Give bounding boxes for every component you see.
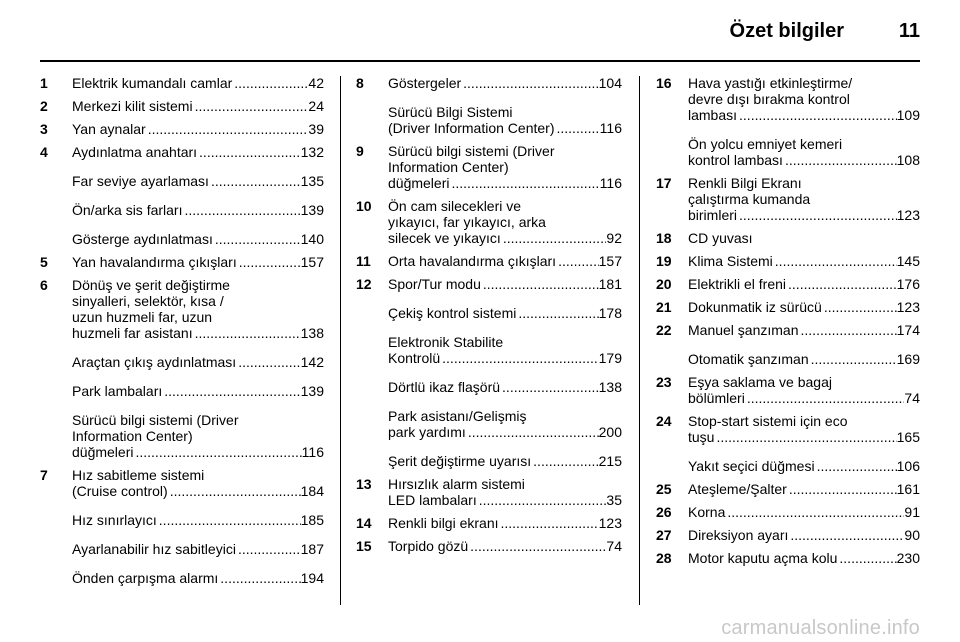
- index-entry: [40, 75, 324, 91]
- page-reference-link[interactable]: 138: [300, 325, 324, 341]
- leader-dots: [516, 305, 598, 321]
- page-reference-link[interactable]: 181: [598, 276, 622, 292]
- index-entry: [356, 104, 622, 136]
- page-reference-link[interactable]: 108: [896, 152, 920, 168]
- leader-dots: [449, 175, 599, 191]
- leader-dots: [556, 253, 599, 269]
- entry-text: kontrol lambası: [688, 152, 783, 168]
- page-reference-link[interactable]: 123: [598, 515, 622, 531]
- index-entry: [656, 175, 920, 223]
- page-reference-link[interactable]: 42: [308, 75, 324, 91]
- page-reference-link[interactable]: 215: [598, 453, 622, 469]
- index-entry: [40, 202, 324, 218]
- item-number: 23: [656, 374, 672, 390]
- index-entry: [656, 504, 920, 520]
- item-number: 19: [656, 253, 672, 269]
- entry-text: Şerit değiştirme uyarısı: [388, 453, 532, 469]
- entry-text: Klima Sistemi: [688, 253, 773, 269]
- item-number: 24: [656, 413, 672, 429]
- page-reference-link[interactable]: 138: [598, 379, 622, 395]
- leader-dots: [440, 350, 598, 366]
- index-entry: [356, 515, 622, 531]
- page-reference-link[interactable]: 230: [896, 550, 920, 566]
- index-entry: [656, 374, 920, 406]
- item-number: 22: [656, 322, 672, 338]
- index-entry: [40, 98, 324, 114]
- index-entry: [656, 458, 920, 474]
- page-reference-link[interactable]: 90: [904, 527, 920, 543]
- entry-text: Park lambaları: [72, 383, 163, 399]
- entry-text: Hız sabitleme sistemi: [72, 467, 205, 483]
- leader-dots: [773, 253, 897, 269]
- item-number: 4: [40, 144, 48, 160]
- index-entry: [356, 538, 622, 554]
- page-reference-link[interactable]: 194: [300, 570, 324, 586]
- entry-text: Spor/Tur modu: [388, 276, 481, 292]
- leader-dots: [466, 424, 599, 440]
- entry-text: Eşya saklama ve bagaj: [688, 374, 832, 390]
- leader-dots: [162, 383, 300, 399]
- entry-text: Kontrolü: [388, 350, 441, 366]
- page-reference-link[interactable]: 184: [300, 483, 324, 499]
- page-reference-link[interactable]: 24: [308, 98, 324, 114]
- item-number: 21: [656, 299, 672, 315]
- entry-text: Far seviye ayarlaması: [72, 173, 209, 189]
- leader-dots: [499, 515, 599, 531]
- entry-text: Korna: [688, 504, 726, 520]
- entry-text: Information Center): [388, 159, 509, 175]
- entry-text: birimleri: [688, 207, 737, 223]
- leader-dots: [193, 325, 301, 341]
- index-column-1: [40, 75, 324, 593]
- leader-dots: [815, 458, 897, 474]
- item-number: 25: [656, 481, 672, 497]
- page-reference-link[interactable]: 157: [300, 254, 324, 270]
- index-entry: [356, 75, 622, 91]
- entry-text: tuşu: [688, 429, 715, 445]
- index-entry: [40, 383, 324, 399]
- leader-dots: [146, 121, 309, 137]
- index-entry: [40, 570, 324, 586]
- entry-text: yıkayıcı, far yıkayıcı, arka: [388, 214, 546, 230]
- index-entry: [40, 254, 324, 270]
- leader-dots: [157, 512, 301, 528]
- index-entry: [356, 276, 622, 292]
- entry-text: Ön yolcu emniyet kemeri: [688, 136, 843, 152]
- leader-dots: [745, 390, 905, 406]
- entry-text: Hırsızlık alarm sistemi: [388, 476, 525, 492]
- page-reference-link[interactable]: 139: [300, 383, 324, 399]
- page-reference-link[interactable]: 116: [599, 120, 622, 136]
- index-entry: [656, 276, 920, 292]
- leader-dots: [468, 538, 606, 554]
- index-entry: [656, 253, 920, 269]
- leader-dots: [500, 379, 599, 395]
- leader-dots: [531, 453, 598, 469]
- entry-text: çalıştırma kumanda: [688, 191, 811, 207]
- page-reference-link[interactable]: 74: [904, 390, 920, 406]
- page-reference-link[interactable]: 74: [606, 538, 622, 554]
- page-reference-link[interactable]: 135: [300, 173, 324, 189]
- index-entry: [356, 408, 622, 440]
- index-entry: [356, 253, 622, 269]
- leader-dots: [197, 144, 301, 160]
- leader-dots: [809, 351, 897, 367]
- entry-text: Dönüş ve şerit değiştirme: [72, 277, 230, 293]
- entry-text: Gösterge aydınlatması: [72, 231, 213, 247]
- entry-text: sinyalleri, selektör, kısa /: [72, 293, 224, 309]
- entry-text: Sürücü Bilgi Sistemi: [388, 104, 513, 120]
- index-entry: [40, 467, 324, 499]
- entry-text: Hız sınırlayıcı: [72, 512, 157, 528]
- leader-dots: [237, 254, 301, 270]
- column-divider: [340, 76, 341, 605]
- index-entry: [656, 481, 920, 497]
- page-reference-link[interactable]: 132: [300, 144, 324, 160]
- entry-text: Sürücü bilgi sistemi (Driver: [388, 143, 555, 159]
- item-number: 3: [40, 121, 48, 137]
- leader-dots: [236, 541, 301, 557]
- entry-text: Ön/arka sis farları: [72, 202, 183, 218]
- page-reference-link[interactable]: 145: [896, 253, 920, 269]
- index-entry: [656, 75, 920, 123]
- entry-text: Ayarlanabilir hız sabitleyici: [72, 541, 236, 557]
- leader-dots: [477, 492, 607, 508]
- page-reference-link[interactable]: 35: [606, 492, 622, 508]
- entry-text: Renkli Bilgi Ekranı: [688, 175, 802, 191]
- page-reference-link[interactable]: 116: [301, 444, 324, 460]
- entry-text: Renkli bilgi ekranı: [388, 515, 499, 531]
- page-reference-link[interactable]: 39: [308, 121, 324, 137]
- index-entry: [40, 121, 324, 137]
- entry-text: Dokunmatik iz sürücü: [688, 299, 822, 315]
- entry-text: Orta havalandırma çıkışları: [388, 253, 557, 269]
- index-entry: [356, 476, 622, 508]
- index-entry: [356, 143, 622, 191]
- page-reference-link[interactable]: 169: [896, 351, 920, 367]
- page-reference-link[interactable]: 92: [606, 230, 622, 246]
- leader-dots: [236, 354, 300, 370]
- leader-dots: [714, 429, 896, 445]
- item-number: 13: [356, 476, 372, 492]
- entry-text: Elektrikli el freni: [688, 276, 787, 292]
- leader-dots: [783, 152, 897, 168]
- item-number: 2: [40, 98, 48, 114]
- item-number: 27: [656, 527, 672, 543]
- entry-text: Information Center): [72, 428, 193, 444]
- page-reference-link[interactable]: 123: [896, 207, 920, 223]
- entry-text: Park asistanı/Gelişmiş: [388, 408, 527, 424]
- index-entry: [40, 173, 324, 189]
- page-reference-link[interactable]: 161: [896, 481, 920, 497]
- entry-text: Yan aynalar: [72, 121, 146, 137]
- entry-text: Göstergeler: [388, 75, 462, 91]
- entry-text: uzun huzmeli far, uzun: [72, 309, 213, 325]
- index-entry: [656, 322, 920, 338]
- entry-text: huzmeli far asistanı: [72, 325, 193, 341]
- item-number: 5: [40, 254, 48, 270]
- page-reference-link[interactable]: 187: [300, 541, 324, 557]
- entry-text: Çekiş kontrol sistemi: [388, 305, 517, 321]
- watermark: carmanualsonline.info: [721, 617, 920, 639]
- entry-text: Hava yastığı etkinleştirme/: [688, 75, 853, 91]
- page-reference-link[interactable]: 157: [598, 253, 622, 269]
- item-number: 7: [40, 467, 48, 483]
- entry-text: düğmeleri: [72, 444, 134, 460]
- leader-dots: [461, 75, 598, 91]
- leader-dots: [209, 173, 301, 189]
- entry-text: Motor kaputu açma kolu: [688, 550, 838, 566]
- entry-text: Merkezi kilit sistemi: [72, 98, 193, 114]
- index-entry: [656, 550, 920, 566]
- leader-dots: [725, 504, 904, 520]
- leader-dots: [788, 527, 904, 543]
- index-entry: [656, 527, 920, 543]
- page-header: [0, 0, 960, 62]
- entry-text: düğmeleri: [388, 175, 450, 191]
- leader-dots: [218, 570, 300, 586]
- index-entry: [40, 231, 324, 247]
- item-number: 1: [40, 75, 48, 91]
- page-reference-link[interactable]: 178: [598, 305, 622, 321]
- item-number: 17: [656, 175, 672, 191]
- page-reference-link[interactable]: 123: [896, 299, 920, 315]
- index-entry: [356, 453, 622, 469]
- entry-text: Dörtlü ikaz flaşörü: [388, 379, 501, 395]
- item-number: 28: [656, 550, 672, 566]
- entry-text: Aydınlatma anahtarı: [72, 144, 198, 160]
- index-entry: [656, 136, 920, 168]
- entry-text: Elektrik kumandalı camlar: [72, 75, 233, 91]
- leader-dots: [837, 550, 896, 566]
- leader-dots: [822, 299, 897, 315]
- leader-dots: [501, 230, 607, 246]
- index-column-3: [656, 75, 920, 573]
- column-divider: [639, 76, 640, 605]
- leader-dots: [182, 202, 300, 218]
- index-column-2: [356, 75, 622, 561]
- entry-text: Direksiyon ayarı: [688, 527, 789, 543]
- leader-dots: [213, 231, 301, 247]
- page-reference-link[interactable]: 91: [904, 504, 920, 520]
- page-reference-link[interactable]: 140: [300, 231, 324, 247]
- leader-dots: [799, 322, 897, 338]
- entry-text: Manuel şanzıman: [688, 322, 799, 338]
- item-number: 18: [656, 230, 672, 246]
- page-reference-link[interactable]: 116: [599, 175, 622, 191]
- index-entry: [40, 512, 324, 528]
- leader-dots: [168, 483, 301, 499]
- index-entry: [356, 379, 622, 395]
- page-reference-link[interactable]: 174: [896, 322, 920, 338]
- index-entry: [356, 334, 622, 366]
- entry-text: Torpido gözü: [388, 538, 469, 554]
- item-number: 6: [40, 277, 48, 293]
- entry-text: LED lambaları: [388, 492, 477, 508]
- leader-dots: [193, 98, 309, 114]
- leader-dots: [786, 276, 897, 292]
- page-reference-link[interactable]: 106: [896, 458, 920, 474]
- entry-text: lambası: [688, 107, 738, 123]
- index-entry: [40, 354, 324, 370]
- entry-text: Stop-start sistemi için eco: [688, 413, 848, 429]
- index-entry: [656, 230, 920, 246]
- entry-text: (Cruise control): [72, 483, 168, 499]
- entry-text: (Driver Information Center): [388, 120, 555, 136]
- header-divider: [40, 60, 920, 62]
- index-entry: [356, 305, 622, 321]
- entry-text: bölümleri: [688, 390, 745, 406]
- index-entry: [40, 144, 324, 160]
- entry-text: Yakıt seçici düğmesi: [688, 458, 815, 474]
- index-entry: [40, 277, 324, 341]
- entry-text: Sürücü bilgi sistemi (Driver: [72, 412, 239, 428]
- index-entry: [656, 351, 920, 367]
- leader-dots: [133, 444, 301, 460]
- entry-text: Otomatik şanzıman: [688, 351, 809, 367]
- page-reference-link[interactable]: 109: [896, 107, 920, 123]
- page-reference-link[interactable]: 200: [598, 424, 622, 440]
- page-reference-link[interactable]: 142: [300, 354, 324, 370]
- page-reference-link[interactable]: 185: [300, 512, 324, 528]
- item-number: 16: [656, 75, 672, 91]
- item-number: 12: [356, 276, 372, 292]
- entry-text: devre dışı bırakma kontrol: [688, 91, 850, 107]
- entry-text: Yan havalandırma çıkışları: [72, 254, 237, 270]
- leader-dots: [555, 120, 600, 136]
- index-entry: [40, 541, 324, 557]
- leader-dots: [232, 75, 308, 91]
- item-number: 11: [356, 253, 371, 269]
- item-number: 20: [656, 276, 672, 292]
- item-number: 14: [356, 515, 372, 531]
- leader-dots: [737, 107, 897, 123]
- index-entry: [356, 198, 622, 246]
- leader-dots: [737, 207, 897, 223]
- item-number: 9: [356, 143, 364, 159]
- page-reference-link[interactable]: 139: [300, 202, 324, 218]
- index-entry: [656, 413, 920, 445]
- leader-dots: [481, 276, 599, 292]
- page-title: Özet bilgiler: [729, 20, 844, 42]
- entry-text: silecek ve yıkayıcı: [388, 230, 501, 246]
- entry-text: Önden çarpışma alarmı: [72, 570, 219, 586]
- entry-text: Ateşleme/Şalter: [688, 481, 787, 497]
- page-reference-link[interactable]: 176: [896, 276, 920, 292]
- page-number: 11: [898, 20, 920, 42]
- index-entry: [656, 299, 920, 315]
- entry-text: CD yuvası: [688, 230, 753, 246]
- item-number: 15: [356, 538, 372, 554]
- item-number: 10: [356, 198, 372, 214]
- item-number: 26: [656, 504, 672, 520]
- item-number: 8: [356, 75, 364, 91]
- entry-text: Araçtan çıkış aydınlatması: [72, 354, 237, 370]
- index-entry: [40, 412, 324, 460]
- leader-dots: [787, 481, 897, 497]
- entry-text: Ön cam silecekleri ve: [388, 198, 522, 214]
- page-reference-link[interactable]: 165: [896, 429, 920, 445]
- entry-text: Elektronik Stabilite: [388, 334, 504, 350]
- page-reference-link[interactable]: 179: [598, 350, 622, 366]
- page-reference-link[interactable]: 104: [598, 75, 622, 91]
- entry-text: park yardımı: [388, 424, 466, 440]
